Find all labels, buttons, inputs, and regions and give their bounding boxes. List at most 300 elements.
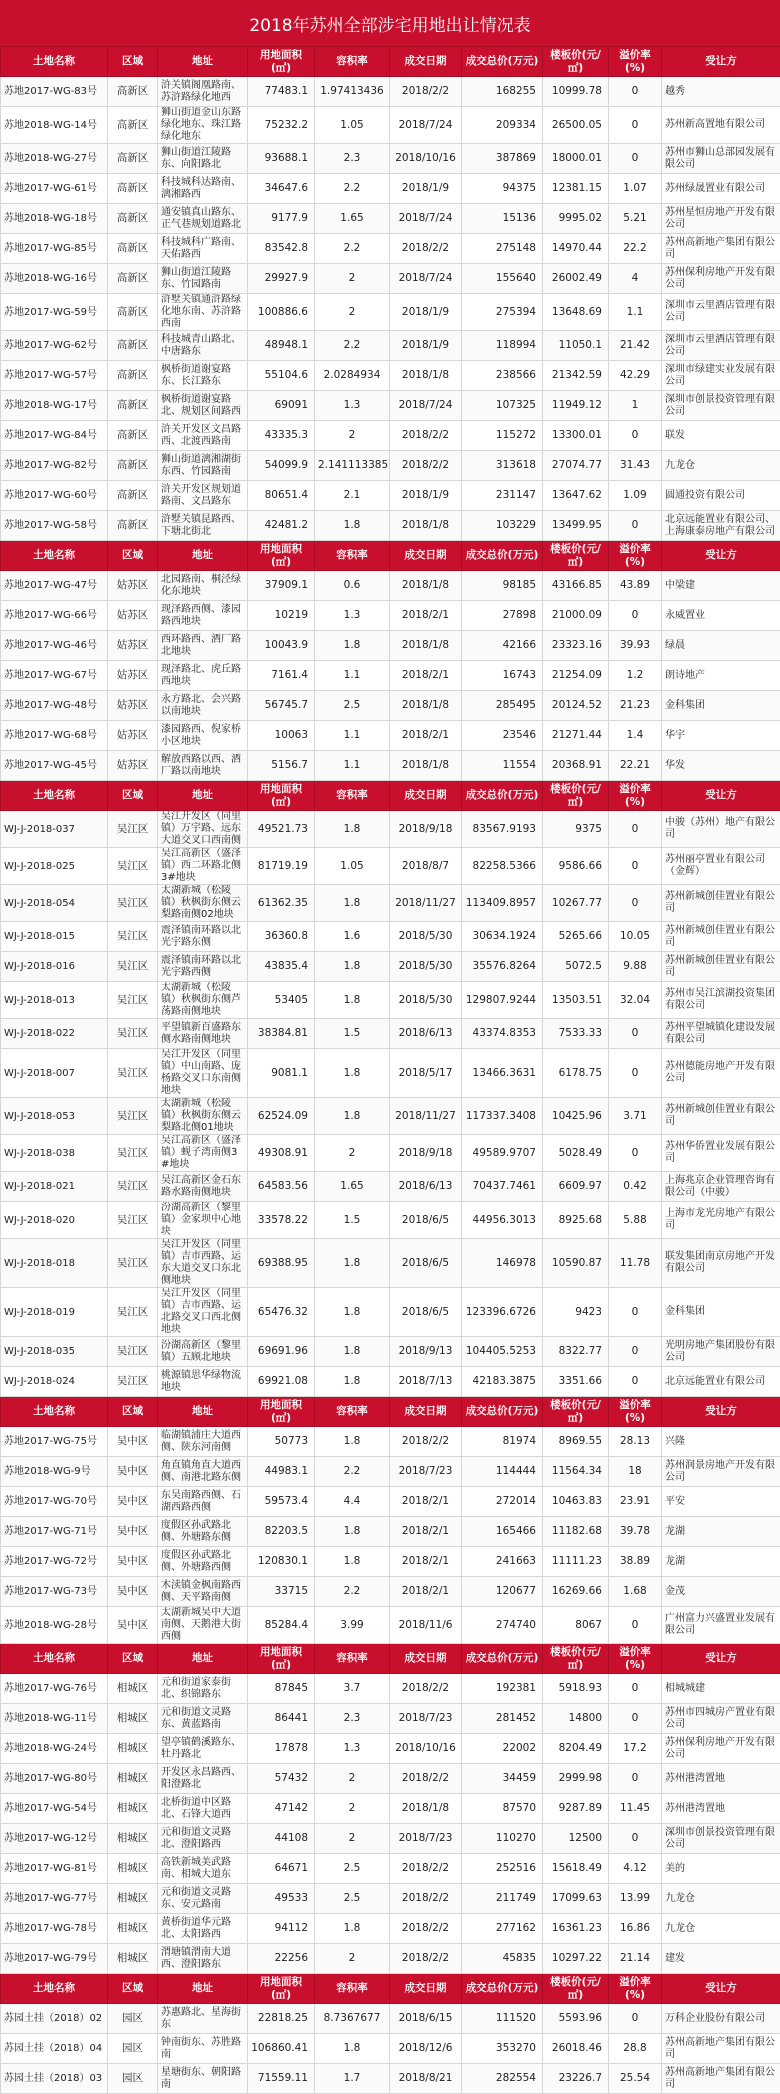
cell-premium-rate: 21.42	[609, 331, 662, 361]
cell-premium-rate: 28.13	[609, 1427, 662, 1457]
cell-district: 吴江区	[108, 1202, 158, 1239]
cell-floor-price: 8204.49	[543, 1734, 609, 1764]
cell-premium-rate: 10.05	[609, 922, 662, 952]
cell-floor-price: 27074.77	[543, 451, 609, 481]
cell-land-name: 苏地2017-WG-59号	[1, 294, 108, 331]
cell-land-name: 苏园土挂（2018）02	[1, 2004, 108, 2034]
cell-floor-price: 12381.15	[543, 174, 609, 204]
cell-buyer: 联发	[662, 421, 780, 451]
cell-land-area: 64583.56	[248, 1172, 315, 1202]
cell-district: 姑苏区	[108, 661, 158, 691]
cell-district: 高新区	[108, 511, 158, 541]
table-row	[1, 1824, 780, 1854]
table-row	[1, 1049, 780, 1098]
cell-premium-rate: 32.04	[609, 982, 662, 1019]
cell-plot-ratio: 3.7	[315, 1674, 390, 1704]
cell-address: 黄桥街道华元路北、太阳路西	[158, 1914, 248, 1944]
cell-floor-price: 13648.69	[543, 294, 609, 331]
cell-land-name: 苏地2017-WG-48号	[1, 691, 108, 721]
cell-address: 高铁新城美武路南、相城大道东	[158, 1854, 248, 1884]
cell-land-area: 65476.32	[248, 1288, 315, 1337]
cell-premium-rate: 4	[609, 264, 662, 294]
cell-plot-ratio: 2.5	[315, 1854, 390, 1884]
cell-total-price: 13466.3631	[462, 1049, 543, 1098]
cell-premium-rate: 0	[609, 885, 662, 922]
cell-address: 北桥街道中区路北、石锋大道西	[158, 1794, 248, 1824]
cell-buyer: 广州富力兴盛置业发展有限公司	[662, 1607, 780, 1644]
cell-address: 漆园路西、倪家桥小区地块	[158, 721, 248, 751]
cell-address: 科技城青山路北、中唐路东	[158, 331, 248, 361]
cell-plot-ratio: 1.8	[315, 1288, 390, 1337]
column-header-district: 区域	[108, 47, 158, 77]
table-row	[1, 1202, 780, 1239]
cell-land-area: 9081.1	[248, 1049, 315, 1098]
cell-land-area: 49308.91	[248, 1135, 315, 1172]
cell-district: 高新区	[108, 204, 158, 234]
cell-land-name: WJ-J-2018-016	[1, 952, 108, 982]
column-header-premium-rate: 溢价率(%)	[609, 47, 662, 77]
cell-address: 狮山街道江陵路东、向阳路北	[158, 144, 248, 174]
cell-premium-rate: 31.43	[609, 451, 662, 481]
cell-total-price: 120677	[462, 1577, 543, 1607]
column-header-address: 地址	[158, 781, 248, 811]
cell-buyer: 苏州市吴江滨湖投资集团有限公司	[662, 982, 780, 1019]
table-row	[1, 451, 780, 481]
cell-land-name: 苏地2017-WG-61号	[1, 174, 108, 204]
cell-land-area: 69388.95	[248, 1239, 315, 1288]
cell-deal-date: 2018/10/16	[390, 144, 462, 174]
cell-buyer: 深圳市绿建实业发展有限公司	[662, 361, 780, 391]
section-header-row	[1, 541, 780, 571]
table-row	[1, 922, 780, 952]
cell-total-price: 231147	[462, 481, 543, 511]
cell-plot-ratio: 1.5	[315, 1202, 390, 1239]
cell-deal-date: 2018/6/13	[390, 1172, 462, 1202]
cell-land-name: 苏地2017-WG-58号	[1, 511, 108, 541]
column-header-address: 地址	[158, 541, 248, 571]
cell-district: 吴江区	[108, 922, 158, 952]
cell-buyer: 深圳市创景投资管理有限公司	[662, 391, 780, 421]
cell-floor-price: 9995.02	[543, 204, 609, 234]
cell-floor-price: 6178.75	[543, 1049, 609, 1098]
cell-deal-date: 2018/2/2	[390, 77, 462, 107]
cell-total-price: 281452	[462, 1704, 543, 1734]
cell-land-area: 7161.4	[248, 661, 315, 691]
cell-deal-date: 2018/5/30	[390, 922, 462, 952]
cell-address: 临湖镇浦庄大道西侧、陕东河南侧	[158, 1427, 248, 1457]
cell-deal-date: 2018/7/24	[390, 391, 462, 421]
section-header-row	[1, 47, 780, 77]
cell-deal-date: 2018/5/30	[390, 952, 462, 982]
cell-floor-price: 9586.66	[543, 848, 609, 885]
cell-total-price: 274740	[462, 1607, 543, 1644]
column-header-address: 地址	[158, 47, 248, 77]
cell-buyer: 中梁建	[662, 571, 780, 601]
cell-address: 吴江开发区（同里镇）中山南路、庞杨路交叉口东南侧地块	[158, 1049, 248, 1098]
cell-deal-date: 2018/1/9	[390, 331, 462, 361]
cell-total-price: 387869	[462, 144, 543, 174]
column-header-total-price: 成交总价(万元)	[462, 1644, 543, 1674]
table-row	[1, 421, 780, 451]
cell-total-price: 104405.5253	[462, 1337, 543, 1367]
table-row	[1, 1239, 780, 1288]
cell-district: 吴江区	[108, 1288, 158, 1337]
cell-buyer: 苏州新高置地有限公司	[662, 107, 780, 144]
cell-district: 吴中区	[108, 1547, 158, 1577]
cell-total-price: 81974	[462, 1427, 543, 1457]
column-header-plot-ratio: 容积率	[315, 1397, 390, 1427]
cell-premium-rate: 0	[609, 1288, 662, 1337]
cell-premium-rate: 1.4	[609, 721, 662, 751]
land-sale-table	[0, 46, 780, 2094]
cell-address: 木渎镇金枫南路西侧、天平路南侧	[158, 1577, 248, 1607]
table-row	[1, 1944, 780, 1974]
table-row	[1, 361, 780, 391]
column-header-land-area: 用地面积(㎡)	[248, 47, 315, 77]
table-row	[1, 107, 780, 144]
column-header-total-price: 成交总价(万元)	[462, 1974, 543, 2004]
cell-district: 吴江区	[108, 848, 158, 885]
cell-address: 枫桥街道谢宴路北、规划区间路西	[158, 391, 248, 421]
cell-total-price: 118994	[462, 331, 543, 361]
cell-deal-date: 2018/1/8	[390, 571, 462, 601]
column-header-deal-date: 成交日期	[390, 1644, 462, 1674]
cell-address: 桃源镇思华绿物流地块	[158, 1367, 248, 1397]
column-header-floor-price: 楼板价(元/㎡)	[543, 1397, 609, 1427]
cell-total-price: 83567.9193	[462, 811, 543, 848]
cell-floor-price: 14970.44	[543, 234, 609, 264]
column-header-plot-ratio: 容积率	[315, 1974, 390, 2004]
cell-land-area: 69691.96	[248, 1337, 315, 1367]
cell-land-name: WJ-J-2018-053	[1, 1098, 108, 1135]
cell-buyer: 龙湖	[662, 1517, 780, 1547]
table-row	[1, 331, 780, 361]
cell-deal-date: 2018/1/9	[390, 294, 462, 331]
cell-district: 高新区	[108, 234, 158, 264]
cell-plot-ratio: 2	[315, 264, 390, 294]
cell-premium-rate: 17.2	[609, 1734, 662, 1764]
cell-total-price: 192381	[462, 1674, 543, 1704]
column-header-district: 区域	[108, 541, 158, 571]
table-row	[1, 691, 780, 721]
cell-total-price: 94375	[462, 174, 543, 204]
cell-land-area: 56745.7	[248, 691, 315, 721]
cell-deal-date: 2018/2/1	[390, 721, 462, 751]
cell-land-name: 苏地2018-WG-16号	[1, 264, 108, 294]
cell-land-name: 苏地2017-WG-46号	[1, 631, 108, 661]
cell-premium-rate: 5.88	[609, 1202, 662, 1239]
table-row	[1, 721, 780, 751]
cell-buyer: 苏州星恒房地产开发有限公司	[662, 204, 780, 234]
cell-land-name: WJ-J-2018-021	[1, 1172, 108, 1202]
table-row	[1, 1098, 780, 1135]
cell-total-price: 353270	[462, 2034, 543, 2064]
cell-plot-ratio: 2	[315, 1764, 390, 1794]
cell-total-price: 34459	[462, 1764, 543, 1794]
cell-district: 相城区	[108, 1854, 158, 1884]
cell-district: 高新区	[108, 451, 158, 481]
cell-district: 高新区	[108, 77, 158, 107]
cell-plot-ratio: 1.8	[315, 1337, 390, 1367]
cell-deal-date: 2018/9/13	[390, 1337, 462, 1367]
cell-land-area: 71559.11	[248, 2064, 315, 2094]
column-header-plot-ratio: 容积率	[315, 781, 390, 811]
cell-deal-date: 2018/6/15	[390, 2004, 462, 2034]
cell-premium-rate: 1.68	[609, 1577, 662, 1607]
column-header-deal-date: 成交日期	[390, 1397, 462, 1427]
cell-land-area: 53405	[248, 982, 315, 1019]
cell-district: 园区	[108, 2004, 158, 2034]
cell-premium-rate: 0	[609, 421, 662, 451]
table-row	[1, 1367, 780, 1397]
cell-district: 相城区	[108, 1824, 158, 1854]
cell-address: 度假区孙武路北侧、外塘路西侧	[158, 1547, 248, 1577]
cell-plot-ratio: 1.3	[315, 1734, 390, 1764]
cell-deal-date: 2018/8/21	[390, 2064, 462, 2094]
column-header-land-name: 土地名称	[1, 47, 108, 77]
cell-buyer: 苏州高新地产集团有限公司	[662, 234, 780, 264]
cell-land-area: 50773	[248, 1427, 315, 1457]
cell-district: 姑苏区	[108, 751, 158, 781]
cell-premium-rate: 42.29	[609, 361, 662, 391]
cell-address: 星塘街东、朝阳路南	[158, 2064, 248, 2094]
cell-address: 狮山街道江陵路东、竹园路南	[158, 264, 248, 294]
cell-plot-ratio: 2	[315, 1794, 390, 1824]
cell-land-area: 34647.6	[248, 174, 315, 204]
cell-land-name: 苏地2017-WG-45号	[1, 751, 108, 781]
cell-district: 园区	[108, 2064, 158, 2094]
column-header-premium-rate: 溢价率(%)	[609, 1644, 662, 1674]
table-row	[1, 481, 780, 511]
cell-total-price: 277162	[462, 1914, 543, 1944]
cell-deal-date: 2018/2/2	[390, 421, 462, 451]
cell-land-area: 10043.9	[248, 631, 315, 661]
column-header-land-area: 用地面积(㎡)	[248, 1974, 315, 2004]
cell-land-area: 61362.35	[248, 885, 315, 922]
cell-premium-rate: 9.88	[609, 952, 662, 982]
cell-address: 西环路西、酒厂路北地块	[158, 631, 248, 661]
cell-buyer: 金科集团	[662, 691, 780, 721]
cell-floor-price: 5028.49	[543, 1135, 609, 1172]
cell-district: 吴江区	[108, 885, 158, 922]
cell-deal-date: 2018/2/1	[390, 1487, 462, 1517]
table-row	[1, 601, 780, 631]
cell-floor-price: 10267.77	[543, 885, 609, 922]
column-header-total-price: 成交总价(万元)	[462, 541, 543, 571]
cell-floor-price: 8969.55	[543, 1427, 609, 1457]
cell-buyer: 北京远能置业有限公司	[662, 1367, 780, 1397]
table-row	[1, 2004, 780, 2034]
cell-premium-rate: 43.89	[609, 571, 662, 601]
cell-land-name: 苏地2017-WG-70号	[1, 1487, 108, 1517]
cell-plot-ratio: 1.05	[315, 107, 390, 144]
cell-premium-rate: 22.2	[609, 234, 662, 264]
cell-total-price: 103229	[462, 511, 543, 541]
cell-land-name: 苏地2017-WG-54号	[1, 1794, 108, 1824]
cell-land-name: 苏地2017-WG-78号	[1, 1914, 108, 1944]
cell-deal-date: 2018/1/8	[390, 361, 462, 391]
cell-land-area: 44108	[248, 1824, 315, 1854]
cell-deal-date: 2018/12/6	[390, 2034, 462, 2064]
cell-plot-ratio: 1.5	[315, 1019, 390, 1049]
cell-premium-rate: 39.78	[609, 1517, 662, 1547]
cell-land-area: 83542.8	[248, 234, 315, 264]
cell-premium-rate: 0	[609, 1337, 662, 1367]
cell-land-name: 苏园土挂（2018）04	[1, 2034, 108, 2064]
cell-buyer: 华发	[662, 751, 780, 781]
cell-district: 相城区	[108, 1914, 158, 1944]
cell-deal-date: 2018/9/18	[390, 1135, 462, 1172]
cell-total-price: 165466	[462, 1517, 543, 1547]
cell-land-name: WJ-J-2018-038	[1, 1135, 108, 1172]
cell-buyer: 苏州高新地产集团有限公司	[662, 2034, 780, 2064]
cell-deal-date: 2018/2/2	[390, 1764, 462, 1794]
cell-buyer: 苏州保利房地产开发有限公司	[662, 264, 780, 294]
cell-land-area: 82203.5	[248, 1517, 315, 1547]
cell-buyer: 深圳市云里酒店管理有限公司	[662, 294, 780, 331]
cell-plot-ratio: 1.65	[315, 1172, 390, 1202]
cell-buyer: 华宇	[662, 721, 780, 751]
cell-plot-ratio: 1.65	[315, 204, 390, 234]
cell-floor-price: 8322.77	[543, 1337, 609, 1367]
cell-floor-price: 5593.96	[543, 2004, 609, 2034]
cell-plot-ratio: 0.6	[315, 571, 390, 601]
column-header-land-name: 土地名称	[1, 1974, 108, 2004]
cell-district: 高新区	[108, 391, 158, 421]
cell-land-name: WJ-J-2018-019	[1, 1288, 108, 1337]
cell-district: 相城区	[108, 1944, 158, 1974]
cell-total-price: 129807.9244	[462, 982, 543, 1019]
cell-premium-rate: 13.99	[609, 1884, 662, 1914]
cell-floor-price: 5918.93	[543, 1674, 609, 1704]
cell-land-area: 75232.2	[248, 107, 315, 144]
cell-land-area: 33715	[248, 1577, 315, 1607]
column-header-land-area: 用地面积(㎡)	[248, 1397, 315, 1427]
cell-total-price: 110270	[462, 1824, 543, 1854]
cell-total-price: 155640	[462, 264, 543, 294]
cell-plot-ratio: 2.5	[315, 691, 390, 721]
cell-floor-price: 13499.95	[543, 511, 609, 541]
cell-plot-ratio: 1.8	[315, 1049, 390, 1098]
column-header-land-area: 用地面积(㎡)	[248, 781, 315, 811]
cell-land-name: 苏地2017-WG-72号	[1, 1547, 108, 1577]
cell-buyer: 绿晨	[662, 631, 780, 661]
cell-buyer: 兴隆	[662, 1427, 780, 1457]
cell-district: 姑苏区	[108, 691, 158, 721]
table-row	[1, 144, 780, 174]
cell-land-name: WJ-J-2018-024	[1, 1367, 108, 1397]
cell-total-price: 70437.7461	[462, 1172, 543, 1202]
cell-total-price: 282554	[462, 2064, 543, 2094]
cell-district: 吴江区	[108, 1019, 158, 1049]
cell-plot-ratio: 8.7367677	[315, 2004, 390, 2034]
cell-buyer: 苏州润景房地产开发有限公司	[662, 1457, 780, 1487]
cell-buyer: 联发集团南京房地产开发有限公司	[662, 1239, 780, 1288]
cell-land-area: 43835.4	[248, 952, 315, 982]
cell-floor-price: 23226.7	[543, 2064, 609, 2094]
cell-buyer: 北京远能置业有限公司、上海康泰房地产有限公司	[662, 511, 780, 541]
cell-premium-rate: 28.8	[609, 2034, 662, 2064]
cell-premium-rate: 3.71	[609, 1098, 662, 1135]
column-header-land-name: 土地名称	[1, 541, 108, 571]
cell-plot-ratio: 2.2	[315, 331, 390, 361]
cell-floor-price: 7533.33	[543, 1019, 609, 1049]
section-header-row	[1, 781, 780, 811]
cell-address: 东吴南路西侧、石湖西路西侧	[158, 1487, 248, 1517]
cell-land-name: WJ-J-2018-013	[1, 982, 108, 1019]
cell-district: 吴江区	[108, 982, 158, 1019]
column-header-district: 区域	[108, 1644, 158, 1674]
cell-plot-ratio: 1.8	[315, 1547, 390, 1577]
cell-land-name: WJ-J-2018-015	[1, 922, 108, 952]
column-header-address: 地址	[158, 1644, 248, 1674]
cell-buyer: 平安	[662, 1487, 780, 1517]
cell-plot-ratio: 1.05	[315, 848, 390, 885]
cell-premium-rate: 0	[609, 1704, 662, 1734]
table-row	[1, 1884, 780, 1914]
cell-floor-price: 8925.68	[543, 1202, 609, 1239]
cell-plot-ratio: 1.1	[315, 661, 390, 691]
column-header-floor-price: 楼板价(元/㎡)	[543, 541, 609, 571]
cell-deal-date: 2018/1/8	[390, 511, 462, 541]
cell-premium-rate: 0	[609, 1674, 662, 1704]
cell-district: 高新区	[108, 264, 158, 294]
cell-premium-rate: 0	[609, 144, 662, 174]
cell-land-area: 9177.9	[248, 204, 315, 234]
table-row	[1, 1914, 780, 1944]
cell-total-price: 211749	[462, 1884, 543, 1914]
cell-land-area: 44983.1	[248, 1457, 315, 1487]
table-row	[1, 811, 780, 848]
table-row	[1, 1674, 780, 1704]
cell-district: 高新区	[108, 421, 158, 451]
cell-plot-ratio: 2.0284934	[315, 361, 390, 391]
cell-address: 现泽路西侧、漆园路西地块	[158, 601, 248, 631]
cell-floor-price: 11182.68	[543, 1517, 609, 1547]
table-row	[1, 1794, 780, 1824]
cell-buyer: 苏州高新地产集团有限公司	[662, 2064, 780, 2094]
cell-plot-ratio: 1.8	[315, 1367, 390, 1397]
cell-district: 吴江区	[108, 1337, 158, 1367]
cell-district: 相城区	[108, 1704, 158, 1734]
cell-floor-price: 13300.01	[543, 421, 609, 451]
cell-deal-date: 2018/2/1	[390, 1547, 462, 1577]
cell-plot-ratio: 1.8	[315, 811, 390, 848]
column-header-land-name: 土地名称	[1, 1644, 108, 1674]
cell-premium-rate: 0	[609, 2004, 662, 2034]
cell-land-area: 85284.4	[248, 1607, 315, 1644]
section-header-row	[1, 1644, 780, 1674]
cell-land-area: 22256	[248, 1944, 315, 1974]
table-row	[1, 1607, 780, 1644]
cell-total-price: 168255	[462, 77, 543, 107]
cell-plot-ratio: 2	[315, 421, 390, 451]
column-header-plot-ratio: 容积率	[315, 541, 390, 571]
cell-premium-rate: 4.12	[609, 1854, 662, 1884]
cell-address: 太湖新城吴中大道南侧、天鹅港大街西侧	[158, 1607, 248, 1644]
cell-buyer: 九龙仓	[662, 1884, 780, 1914]
cell-floor-price: 11050.1	[543, 331, 609, 361]
cell-district: 高新区	[108, 174, 158, 204]
cell-land-area: 81719.19	[248, 848, 315, 885]
cell-land-area: 10063	[248, 721, 315, 751]
cell-land-name: 苏地2018-WG-17号	[1, 391, 108, 421]
cell-buyer: 苏州港湾置地	[662, 1764, 780, 1794]
cell-district: 高新区	[108, 107, 158, 144]
cell-land-name: 苏地2017-WG-79号	[1, 1944, 108, 1974]
cell-total-price: 272014	[462, 1487, 543, 1517]
table-row	[1, 885, 780, 922]
